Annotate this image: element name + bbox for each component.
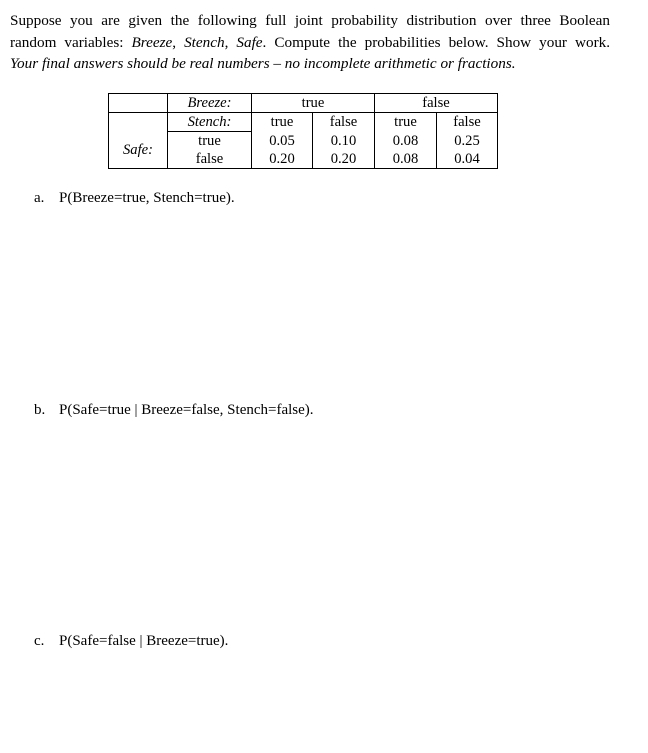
table-cell: 0.08 — [375, 150, 437, 169]
table-row-safe-false — [109, 150, 498, 169]
table-row-safe-true — [109, 132, 498, 151]
variable-stench: Stench — [184, 33, 225, 51]
table-cell: 0.10 — [313, 132, 375, 151]
separator: , — [172, 33, 185, 51]
intro-line-2 — [10, 32, 610, 54]
table-cell: 0.25 — [437, 132, 498, 151]
question-text: P(Breeze=true, Stench=true). — [59, 190, 235, 206]
joint-probability-table — [108, 93, 498, 169]
stench-header-4: false — [437, 113, 498, 132]
variable-breeze: Breeze — [131, 33, 173, 51]
table-cell: 0.04 — [437, 150, 498, 169]
question-c — [34, 633, 228, 650]
question-letter: b. — [34, 402, 46, 418]
question-text: P(Safe=false | Breeze=true). — [59, 633, 229, 649]
stench-header-1: true — [252, 113, 313, 132]
question-letter: c. — [34, 633, 45, 649]
intro-line-3: Your final answers should be real numbers – no incomplete arithmetic or fractions. — [10, 55, 516, 72]
question-text: P(Safe=true | Breeze=false, Stench=false). — [59, 402, 314, 418]
table-cell: 0.08 — [375, 132, 437, 151]
question-a — [34, 190, 235, 207]
stench-header-3: true — [375, 113, 437, 132]
breeze-true-header: true — [252, 94, 375, 113]
safe-false-label: false — [168, 150, 252, 169]
table-row-breeze-header — [109, 94, 498, 113]
safe-true-label: true — [168, 132, 252, 151]
intro-line-2-end: . Compute the probabilities below. Show your work. — [262, 33, 611, 51]
variable-safe: Safe — [236, 33, 263, 51]
table-row-stench-header — [109, 113, 498, 132]
table-cell: 0.20 — [252, 150, 313, 169]
table-corner-cell — [109, 94, 168, 113]
table-cell: 0.05 — [252, 132, 313, 151]
breeze-label: Breeze: — [168, 94, 252, 113]
stench-header-2: false — [313, 113, 375, 132]
question-letter: a. — [34, 190, 45, 206]
safe-label: Safe: — [109, 132, 168, 169]
table-cell: 0.20 — [313, 150, 375, 169]
question-b — [34, 402, 314, 419]
problem-statement — [10, 10, 610, 75]
table-corner-cell — [109, 113, 168, 132]
breeze-false-header: false — [375, 94, 498, 113]
separator: , — [224, 33, 237, 51]
stench-label: Stench: — [168, 113, 252, 132]
intro-line-2-start: random variables: — [10, 33, 132, 51]
intro-line-1: Suppose you are given the following full joint probability distribution over three Boolean — [10, 12, 610, 29]
